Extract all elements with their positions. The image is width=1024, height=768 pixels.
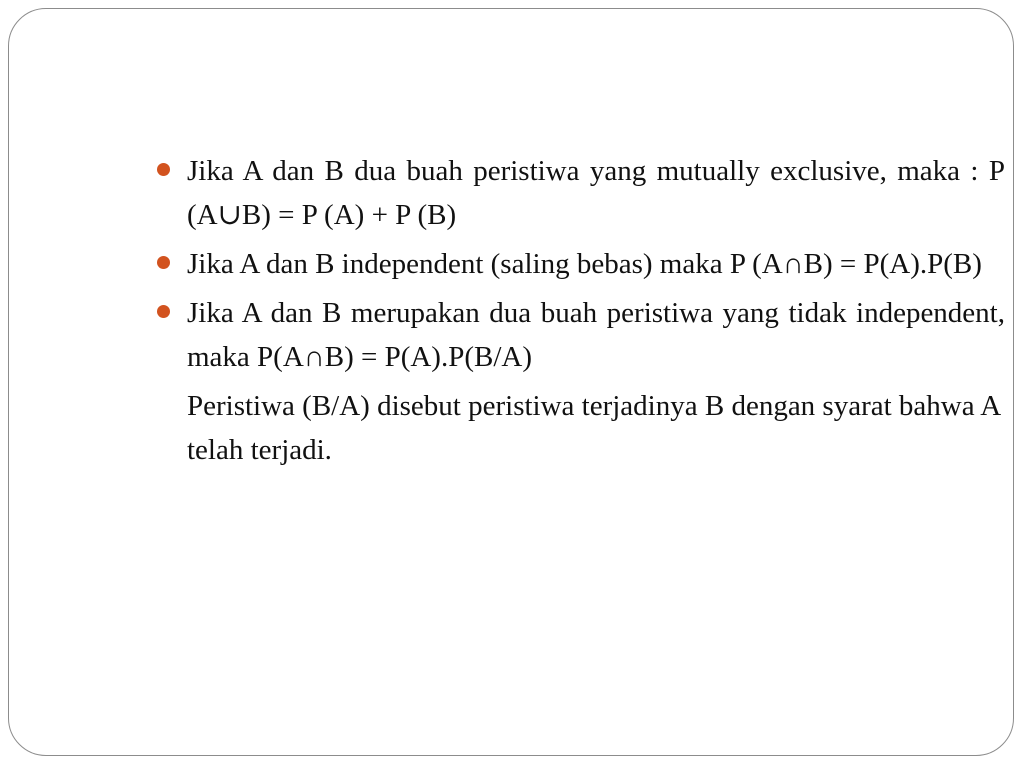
- bullet-dot-icon: [157, 305, 170, 318]
- slide-frame: [8, 8, 1014, 756]
- continuation-text: Peristiwa (B/A) disebut peristiwa terjadinya B dengan syarat bahwa A telah terjadi.: [187, 390, 1000, 466]
- bullet-text: Jika A dan B dua buah peristiwa yang mutually exclusive, maka : P (A∪B) = P (A) + P (B): [187, 155, 1005, 231]
- bullet-dot-icon: [157, 256, 170, 269]
- slide-content: [187, 149, 1005, 472]
- bullet-item: [187, 291, 1005, 379]
- bullet-item: [187, 149, 1005, 237]
- bullet-text: Jika A dan B merupakan dua buah peristiwa yang tidak independent, maka P(A∩B) = P(A).P(B/A): [187, 297, 1005, 373]
- bullet-dot-icon: [157, 163, 170, 176]
- bullet-item: [187, 242, 1005, 286]
- bullet-text: Jika A dan B independent (saling bebas) maka P (A∩B) = P(A).P(B): [187, 248, 982, 280]
